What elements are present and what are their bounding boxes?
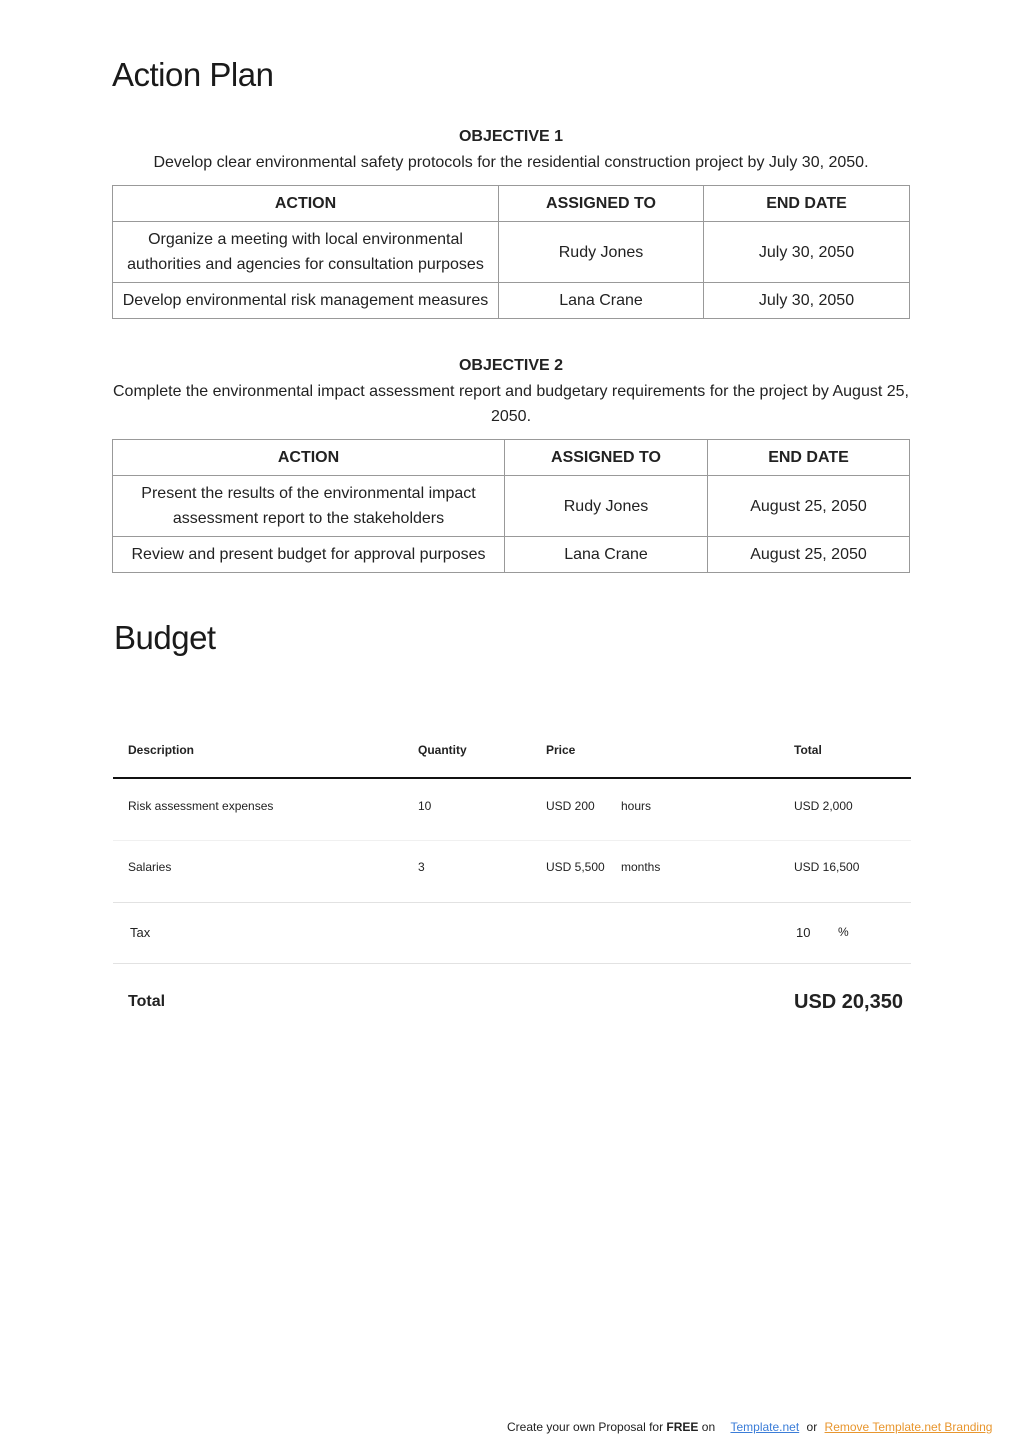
objective-1-title: OBJECTIVE 1 — [458, 128, 564, 145]
grand-total-value: USD 20,350 — [794, 991, 903, 1013]
item-unit: hours — [621, 799, 652, 813]
action-cell: Review and present budget for approval purposes — [113, 537, 505, 573]
budget-title: Budget — [114, 619, 216, 656]
item-quantity: 10 — [418, 799, 432, 813]
objective-1-description: Develop clear environmental safety protocols for the residential construction project by July 30, 2050. — [153, 154, 869, 171]
assignee-cell: Rudy Jones — [499, 222, 704, 283]
item-quantity: 3 — [418, 860, 425, 874]
table-row — [113, 476, 910, 537]
grand-total-label: Total — [128, 993, 166, 1010]
date-cell: August 25, 2050 — [708, 476, 910, 537]
budget-header-description: Description — [128, 743, 195, 757]
objective-2-table — [112, 439, 910, 573]
header-assigned: ASSIGNED TO — [499, 186, 704, 222]
tax-value: 10 — [796, 925, 811, 940]
objective-2-title: OBJECTIVE 2 — [458, 357, 564, 374]
action-cell: Develop environmental risk management measures — [113, 283, 499, 319]
tax-unit: % — [838, 925, 849, 939]
footer-text: Create your own Proposal for — [507, 1420, 667, 1434]
item-total: USD 16,500 — [794, 860, 860, 874]
item-description: Salaries — [128, 860, 172, 874]
budget-header-quantity: Quantity — [418, 743, 467, 757]
header-action: ACTION — [113, 440, 505, 476]
budget-header-price: Price — [546, 743, 576, 757]
header-assigned: ASSIGNED TO — [505, 440, 708, 476]
footer-free: FREE — [666, 1420, 699, 1434]
date-cell: July 30, 2050 — [704, 283, 910, 319]
row-divider — [113, 902, 911, 903]
action-cell: Organize a meeting with local environmental authorities and agencies for consultation purposes — [113, 222, 499, 283]
template-net-link[interactable]: Template.net — [730, 1420, 800, 1434]
header-action: ACTION — [113, 186, 499, 222]
row-divider — [113, 963, 911, 964]
item-description: Risk assessment expenses — [128, 799, 274, 813]
tax-label: Tax — [130, 925, 151, 940]
table-row — [113, 283, 910, 319]
assignee-cell: Lana Crane — [505, 537, 708, 573]
item-price: USD 200 — [546, 799, 595, 813]
header-end-date: END DATE — [708, 440, 910, 476]
assignee-cell: Rudy Jones — [505, 476, 708, 537]
table-row — [113, 222, 910, 283]
footer — [507, 1420, 992, 1434]
footer-or: or — [806, 1420, 818, 1434]
action-plan-title: Action Plan — [112, 56, 274, 93]
row-divider — [113, 840, 911, 841]
objective-2-description: Complete the environmental impact assessment report and budgetary requirements for the project by August 25, 2050. — [113, 383, 909, 425]
table-row — [113, 537, 910, 573]
remove-branding-link[interactable]: Remove Template.net Branding — [824, 1420, 993, 1434]
objective-1-table — [112, 185, 910, 319]
date-cell: August 25, 2050 — [708, 537, 910, 573]
budget-header-total: Total — [794, 743, 822, 757]
item-price: USD 5,500 — [546, 860, 605, 874]
header-divider — [113, 777, 911, 779]
item-total: USD 2,000 — [794, 799, 853, 813]
assignee-cell: Lana Crane — [499, 283, 704, 319]
item-unit: months — [621, 860, 661, 874]
date-cell: July 30, 2050 — [704, 222, 910, 283]
footer-on: on — [698, 1420, 716, 1434]
header-end-date: END DATE — [704, 186, 910, 222]
action-cell: Present the results of the environmental impact assessment report to the stakeholders — [113, 476, 505, 537]
